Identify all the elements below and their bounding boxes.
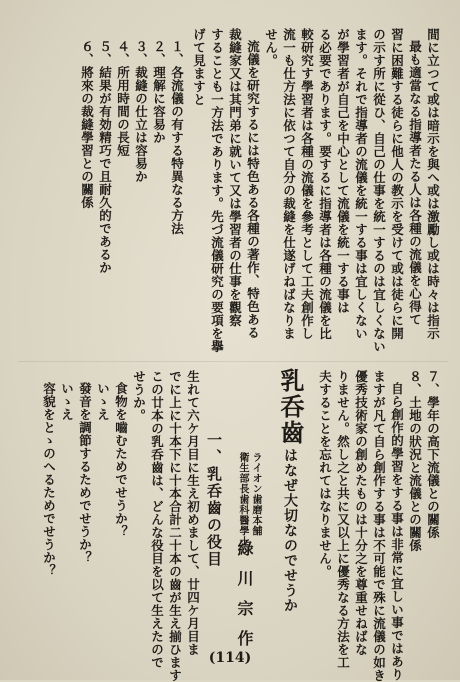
section-divider [18, 361, 448, 362]
list-item: ６、將來の裁縫學習との關係 [79, 40, 95, 209]
text-column: 最も適當なる指導者たる人は各種の流儀を心得て [407, 40, 423, 326]
list-item: ５、結果が有効精巧で且耐久的であるか [97, 40, 113, 274]
text-column: いゝえ [95, 382, 111, 421]
text-column: 發音を調節するためでせうか？ [77, 382, 93, 564]
list-item: ４、所用時間の長短 [115, 40, 131, 157]
text-column: 食物を嚙むためでせうか？ [113, 382, 129, 538]
text-column: 流一も仕方法に依つて自分の裁縫を仕遂げねばなりま [281, 28, 297, 340]
text-column: 夫することを忘れてはなりません。 [317, 370, 333, 578]
text-column: りません。然し之と共に又以上に優秀なる方法を工 [335, 370, 351, 669]
list-item: ７、學年の高下流儀との關係 [425, 370, 441, 539]
section-heading: 一、乳呑齒の役目 [205, 432, 223, 568]
text-column: ます。それで指導者の流儀を統一する事は宜しくない [353, 28, 369, 340]
text-column: 習に困難する徒らに他人の教示を受けて或は徒らに開 [389, 28, 405, 340]
article-subtitle: はなぜ大切なのでせうか [282, 448, 298, 613]
page-number: (114) [208, 650, 252, 666]
list-item: ２、理解に容易か [151, 40, 167, 144]
text-column: せうか。 [131, 370, 147, 422]
text-column: することも一方法であります。先づ流儀研究の要項を擧 [209, 28, 225, 353]
text-column: る必要であります。要するに指導者は各種の流儀を比 [317, 28, 333, 340]
text-column: ますが凡て自ら創作する事は不可能で殊に流儀の如き [371, 370, 387, 682]
text-column: 容貌をとゝのへるためでせうか？ [41, 382, 57, 577]
text-column: この廿本の乳呑齒は、どんな役目を以て生えたので [149, 370, 165, 669]
text-column: が學習者が自己を中心として流儀を統一する事は [335, 28, 351, 314]
text-column: げて見ますと [191, 28, 207, 106]
text-column: でに上に十本下に十本合計二十本の齒が生え揃ひます [167, 370, 183, 682]
list-item: １、各流儀の有する特異なる方法 [169, 40, 185, 235]
text-column: いゝえ [59, 382, 75, 421]
text-column: 優秀技術家の創めたものは十分之を尊重せねばな [353, 370, 369, 656]
text-column: 自ら創作的學習をする事は非常に宜しい事ではあり [389, 382, 405, 681]
article-title: 乳呑齒 [276, 368, 305, 446]
text-column: せん。 [263, 28, 279, 67]
text-column: 流儀を研究するには特色ある各種の著作、特色ある [245, 40, 261, 339]
text-column: 較研究す學習者は各種の流儀を參考として工夫創作し [299, 28, 315, 340]
list-item: ８、土地の狀況と流儀との關係 [407, 370, 423, 552]
text-column: 裁縫家又は其門弟に就いて又は學習者の仕事を觀察 [227, 28, 243, 327]
text-column: 間に立つて或は暗示を與へ或は激勵し或は時々は指示 [425, 28, 441, 340]
author-name: 綠川宗作 [235, 540, 254, 660]
list-item: ３、裁縫の仕立は容易か [133, 40, 149, 183]
text-column: 生れて六ケ月目に生え初めまして、廿四ケ月目ま [185, 370, 201, 656]
author-affiliation: ライオン歯磨本舗 [250, 452, 261, 536]
text-column: の示す所に從ひ、自己の仕事を統一するのは宜しくない [371, 28, 387, 353]
author-affiliation: 衛生部長歯科醫學士 [237, 452, 248, 547]
